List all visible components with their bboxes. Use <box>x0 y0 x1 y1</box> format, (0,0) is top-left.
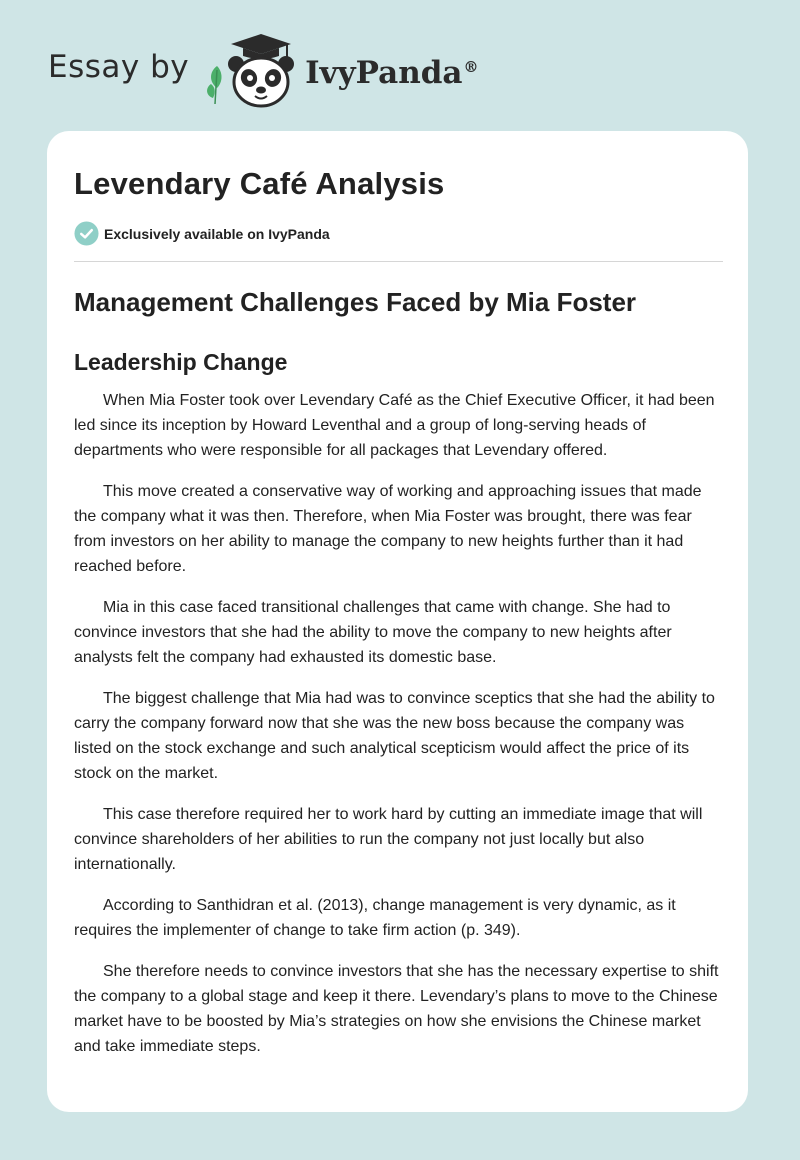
paragraph: When Mia Foster took over Levendary Café as the Chief Executive Officer, it had been led since its inception by Howard Leventhal and a group of long-serving heads of departments who were responsible for all packages that Levendary offered. <box>74 392 715 459</box>
paragraph: Mia in this case faced transitional challenges that came with change. She had to convince investors that she had the ability to move the company to new heights after analysts felt the company had exhausted its domestic base. <box>74 599 672 666</box>
exclusive-badge-label: Exclusively available on IvyPanda <box>104 225 330 242</box>
paragraph: She therefore needs to convince investors that she has the necessary expertise to shift the company to a global stage and keep it there. Levendary’s plans to move to the Chinese market have to be boosted by Mia’s strategies on how she envisions the Chinese market and take immediate steps. <box>74 963 719 1055</box>
article-card <box>47 131 748 1112</box>
brand-name[interactable]: IvyPanda® <box>305 55 479 91</box>
paragraph: According to Santhidran et al. (2013), change management is very dynamic, as it requires the implementer of change to take firm action (p. 349). <box>74 897 676 939</box>
paragraph: The biggest challenge that Mia had was to convince sceptics that she had the ability to carry the company forward now that she was the new boss because the company was listed on the stock exchange and such analytical scepticism would affect the price of its stock on the market. <box>74 690 715 782</box>
page-title: Levendary Café Analysis <box>74 166 445 201</box>
article-body <box>74 284 723 1075</box>
panda-graduate-logo-icon[interactable] <box>203 30 303 110</box>
paragraph: This case therefore required her to work hard by cutting an immediate image that will convince shareholders of her abilities to run the company not just locally but also internationally. <box>74 806 703 873</box>
section-heading: Management Challenges Faced by Mia Foster <box>74 287 637 317</box>
paragraph: This move created a conservative way of working and approaching issues that made the company what it was then. Therefore, when Mia Foster was brought, there was fear from investors on her ability to manage the company to new heights further than it had reached before. <box>74 483 702 575</box>
site-header <box>48 30 479 110</box>
essay-by-label: Essay by <box>48 49 190 85</box>
check-circle-icon <box>74 221 99 246</box>
subsection-heading: Leadership Change <box>74 349 288 375</box>
exclusive-badge <box>74 221 330 246</box>
registered-mark: ® <box>463 57 479 76</box>
title-divider <box>74 261 723 262</box>
